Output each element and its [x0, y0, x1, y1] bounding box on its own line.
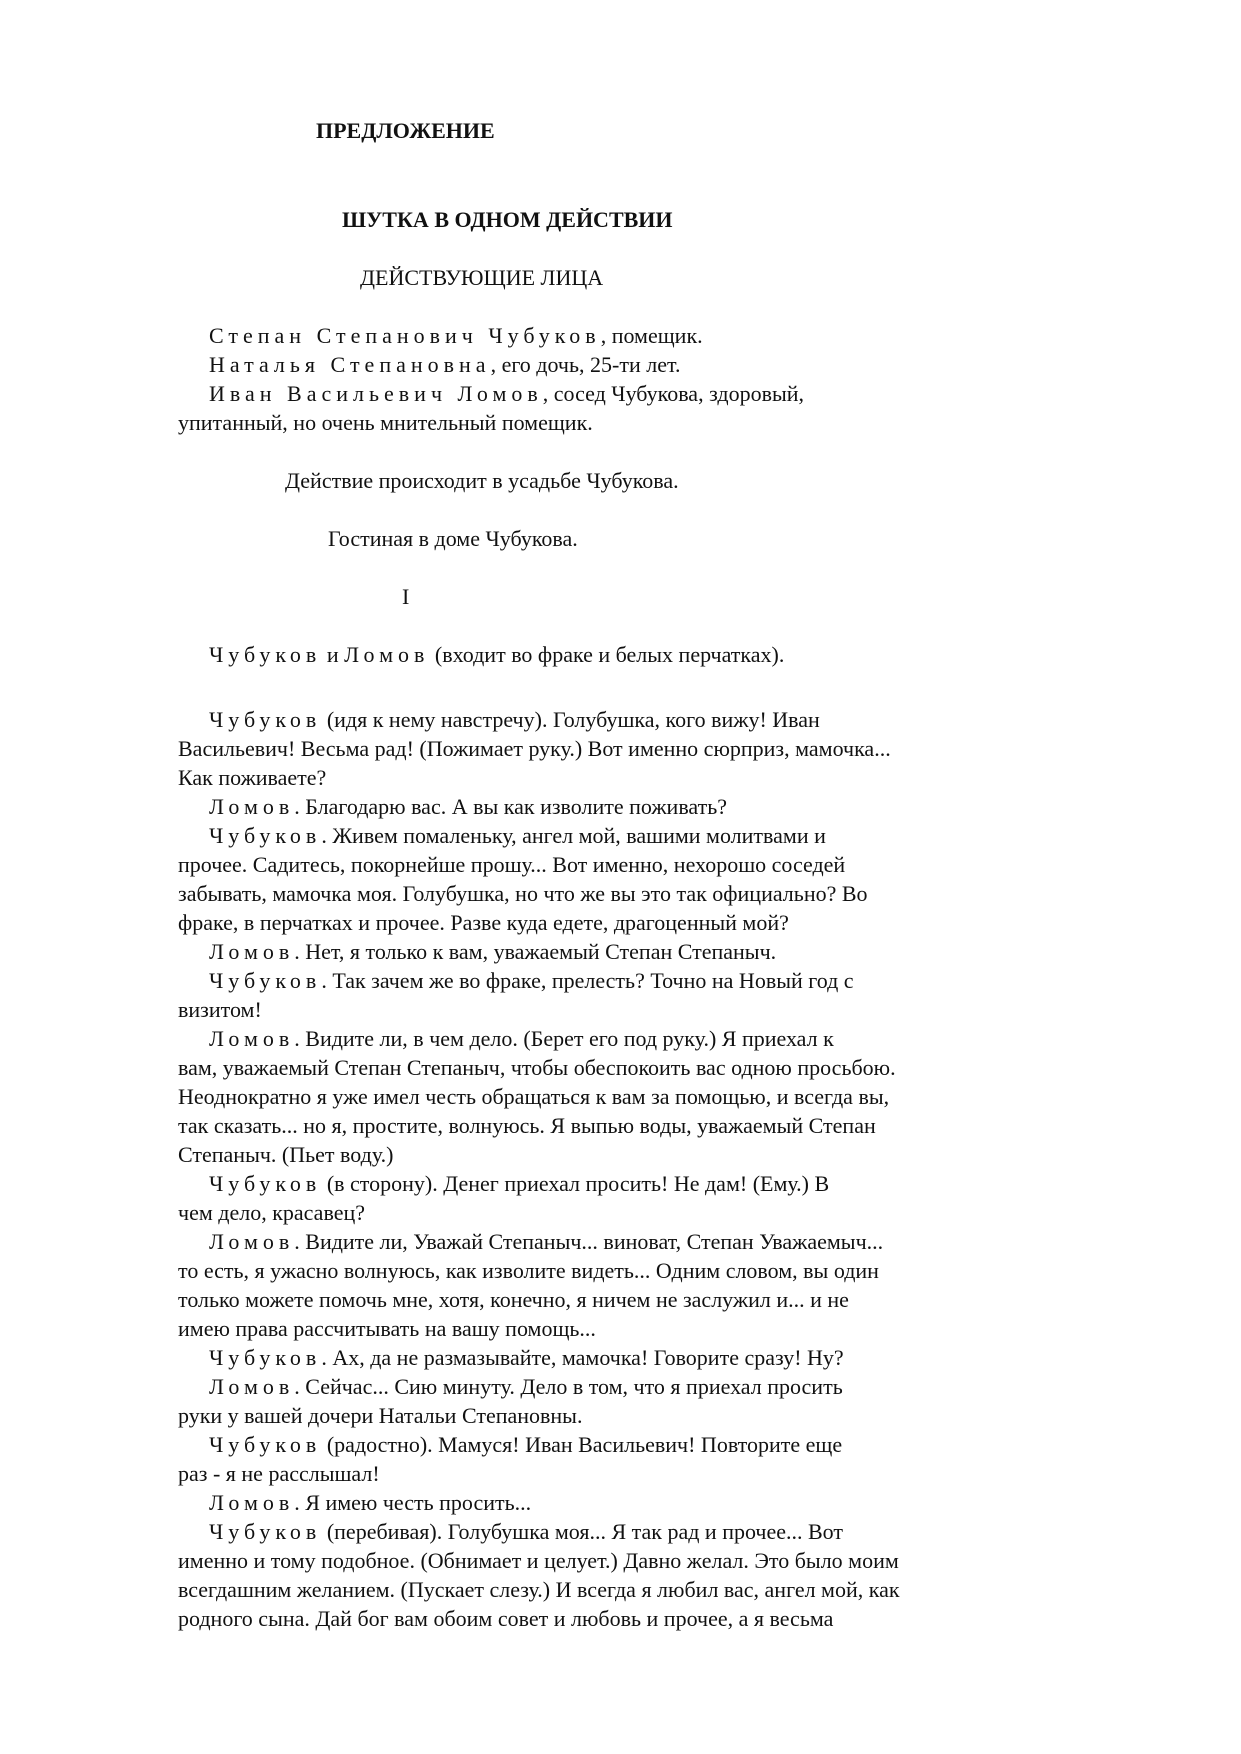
dialogue-line	[178, 1227, 1058, 1256]
speaker-name: Ломов	[209, 1374, 295, 1399]
dialogue-continuation	[178, 1604, 1058, 1633]
cast-name: Иван Васильевич Ломов	[209, 381, 543, 406]
line-text: (в сторону). Денег приехал просить! Не дам! (Ему.) В	[321, 1171, 830, 1196]
dialogue-line	[178, 792, 1058, 821]
dialogue-continuation	[178, 1111, 1058, 1140]
speaker-name: Ломов	[209, 1490, 295, 1515]
line-text: чем дело, красавец?	[178, 1200, 365, 1225]
cast-name: Наталья Степановна	[209, 352, 491, 377]
line-text: визитом!	[178, 997, 262, 1022]
dialogue-line	[178, 1372, 1058, 1401]
speaker-name: Чубуков	[209, 1345, 322, 1370]
line-text: имею права рассчитывать на вашу помощь...	[178, 1316, 596, 1341]
document-subtitle: ШУТКА В ОДНОМ ДЕЙСТВИИ	[342, 207, 673, 232]
line-text: Как поживаете?	[178, 765, 327, 790]
dialogue-line	[178, 1488, 1058, 1517]
line-text: . Сейчас... Сию минуту. Дело в том, что я приехал просить	[294, 1374, 843, 1399]
dialogue-line	[178, 1024, 1058, 1053]
dialogue-continuation	[178, 1140, 1058, 1169]
line-text: . Благодарю вас. А вы как изволите поживать?	[294, 794, 728, 819]
dialogue-continuation	[178, 1575, 1058, 1604]
dialogue-line	[178, 705, 1058, 734]
dialogue-continuation	[178, 850, 1058, 879]
dialogue-line	[178, 937, 1058, 966]
line-text: именно и тому подобное. (Обнимает и целует.) Давно желал. Это было моим	[178, 1548, 899, 1573]
line-text: руки у вашей дочери Натальи Степановны.	[178, 1403, 583, 1428]
dialogue-continuation	[178, 995, 1058, 1024]
cast-desc: , помещик.	[600, 323, 703, 348]
character-name: Ломов	[344, 642, 430, 667]
line-text: прочее. Садитесь, покорнейше прошу... Вот именно, нехорошо соседей	[178, 852, 846, 877]
line-text: забывать, мамочка моя. Голубушка, но что же вы это так официально? Во	[178, 881, 868, 906]
line-text: Неоднократно я уже имел честь обращаться к вам за помощью, и всегда вы,	[178, 1084, 890, 1109]
dialogue-continuation	[178, 763, 1058, 792]
line-text: . Живем помаленьку, ангел мой, вашими молитвами и	[321, 823, 826, 848]
line-text: Васильевич! Весьма рад! (Пожимает руку.) Вот именно сюрприз, мамочка...	[178, 736, 891, 761]
line-text: то есть, я ужасно волнуюсь, как изволите видеть... Одним словом, вы один	[178, 1258, 879, 1283]
dialogue-line	[178, 1517, 1058, 1546]
line-text: всегдашним желанием. (Пускает слезу.) И всегда я любил вас, ангел мой, как	[178, 1577, 900, 1602]
scene-characters	[209, 642, 784, 668]
line-text: . Видите ли, в чем дело. (Берет его под руку.) Я приехал к	[294, 1026, 834, 1051]
line-text: вам, уважаемый Степан Степаныч, чтобы обеспокоить вас одною просьбою.	[178, 1055, 896, 1080]
cast-desc: , его дочь, 25-ти лет.	[490, 352, 681, 377]
speaker-name: Ломов	[209, 794, 295, 819]
line-text: так сказать... но я, простите, волнуюсь. Я выпью воды, уважаемый Степан	[178, 1113, 876, 1138]
character-name: Чубуков	[209, 642, 322, 667]
line-text: Степаныч. (Пьет воду.)	[178, 1142, 394, 1167]
cast-name: Степан Степанович Чубуков	[209, 323, 601, 348]
cast-entry	[209, 323, 703, 349]
dialogue-line	[178, 1343, 1058, 1372]
dialogue-continuation	[178, 1198, 1058, 1227]
line-text: раз - я не расслышал!	[178, 1461, 380, 1486]
speaker-name: Ломов	[209, 1229, 295, 1254]
line-text: . Ах, да не размазывайте, мамочка! Говорите сразу! Ну?	[321, 1345, 844, 1370]
cast-continuation: упитанный, но очень мнительный помещик.	[178, 410, 593, 435]
line-text: только можете помочь мне, хотя, конечно, я ничем не заслужил и... и не	[178, 1287, 849, 1312]
setting-note: Действие происходит в усадьбе Чубукова.	[285, 468, 679, 493]
cast-heading: ДЕЙСТВУЮЩИЕ ЛИЦА	[360, 265, 604, 290]
speaker-name: Чубуков	[209, 968, 322, 993]
dialogue-line	[178, 1169, 1058, 1198]
speaker-name: Ломов	[209, 1026, 295, 1051]
speaker-name: Чубуков	[209, 1432, 322, 1457]
dialogue-continuation	[178, 879, 1058, 908]
dialogue-continuation	[178, 1459, 1058, 1488]
dialogue-continuation	[178, 908, 1058, 937]
line-text: фраке, в перчатках и прочее. Разве куда едете, драгоценный мой?	[178, 910, 789, 935]
cast-entry	[209, 381, 804, 407]
dialogue-continuation	[178, 1285, 1058, 1314]
speaker-name: Ломов	[209, 939, 295, 964]
scene-number: I	[402, 584, 410, 609]
dialogue-line	[178, 821, 1058, 850]
speaker-name: Чубуков	[209, 1171, 322, 1196]
line-text: (радостно). Мамуся! Иван Васильевич! Повторите еще	[321, 1432, 843, 1457]
cast-desc: , сосед Чубукова, здоровый,	[542, 381, 805, 406]
line-text: . Так зачем же во фраке, прелесть? Точно на Новый год с	[321, 968, 854, 993]
cast-entry	[209, 352, 680, 378]
speaker-name: Чубуков	[209, 1519, 322, 1544]
dialogue-continuation	[178, 734, 1058, 763]
line-text: (перебивая). Голубушка моя... Я так рад и прочее... Вот	[321, 1519, 843, 1544]
conjunction: и	[321, 642, 345, 667]
dialogue-continuation	[178, 1082, 1058, 1111]
stage-direction: (входит во фраке и белых перчатках).	[429, 642, 785, 667]
dialogue-continuation	[178, 1314, 1058, 1343]
dialogue-continuation	[178, 1256, 1058, 1285]
line-text: . Я имею честь просить...	[294, 1490, 532, 1515]
line-text: (идя к нему навстречу). Голубушка, кого вижу! Иван	[321, 707, 820, 732]
dialogue-continuation	[178, 1053, 1058, 1082]
dialogue-line	[178, 966, 1058, 995]
line-text: родного сына. Дай бог вам обоим совет и любовь и прочее, а я весьма	[178, 1606, 834, 1631]
dialogue-continuation	[178, 1546, 1058, 1575]
line-text: . Видите ли, Уважай Степаныч... виноват, Степан Уважаемыч...	[294, 1229, 884, 1254]
speaker-name: Чубуков	[209, 707, 322, 732]
dialogue-line	[178, 1430, 1058, 1459]
speaker-name: Чубуков	[209, 823, 322, 848]
dialogue-continuation	[178, 1401, 1058, 1430]
dialogue-body	[178, 705, 1058, 1633]
scene-location: Гостиная в доме Чубукова.	[328, 526, 578, 551]
document-title: ПРЕДЛОЖЕНИЕ	[316, 118, 495, 143]
line-text: . Нет, я только к вам, уважаемый Степан Степаныч.	[294, 939, 777, 964]
